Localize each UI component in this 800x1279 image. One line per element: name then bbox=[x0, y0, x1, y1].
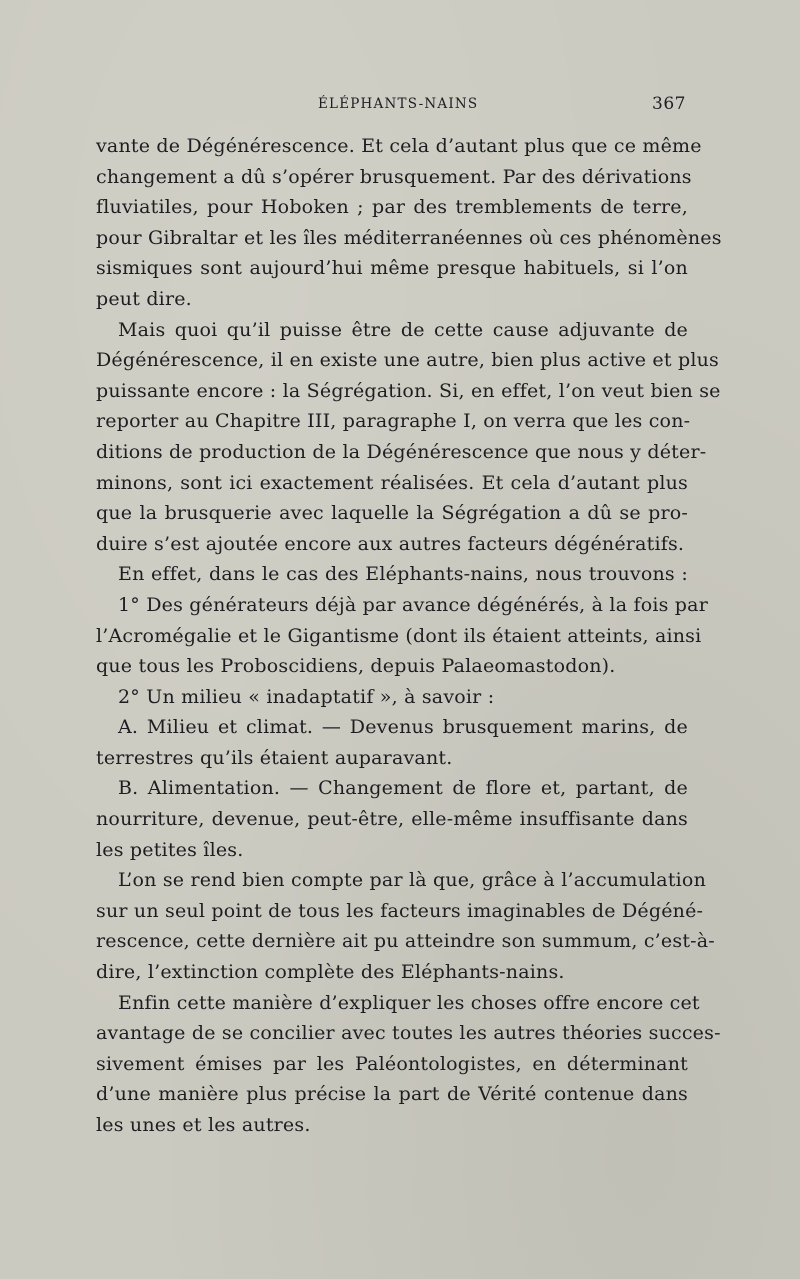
text-line: que tous les Proboscidiens, depuis Palaeomastodon). bbox=[96, 655, 616, 678]
text-line: pour Gibraltar et les îles méditerranéennes où ces phénomènes bbox=[96, 226, 722, 249]
text-line: puissante encore : la Ségrégation. Si, en effet, l’on veut bien se bbox=[96, 379, 721, 402]
text-line: peut dire. bbox=[96, 287, 192, 310]
text-line: 1° Des générateurs déjà par avance dégénérés, à la fois par bbox=[118, 593, 708, 616]
text-line: minons, sont ici exactement réalisées. Et cela d’autant plus bbox=[96, 471, 688, 494]
text-line: duire s’est ajoutée encore aux autres facteurs dégénératifs. bbox=[96, 532, 685, 555]
text-line: que la brusquerie avec laquelle la Ségrégation a dû se pro- bbox=[96, 502, 688, 525]
text-line: L’on se rend bien compte par là que, grâce à l’accumulation bbox=[118, 869, 707, 892]
text-line: sur un seul point de tous les facteurs imaginables de Dégéné- bbox=[96, 899, 704, 922]
text-line: d’une manière plus précise la part de Vérité contenue dans bbox=[96, 1083, 688, 1106]
text-line: les unes et les autres. bbox=[96, 1114, 311, 1136]
text-line: nourriture, devenue, peut-être, elle-même insuffisante dans bbox=[96, 808, 688, 831]
text-line: En effet, dans le cas des Eléphants-nains, nous trouvons : bbox=[118, 563, 688, 586]
text-line: B. Alimentation. — Changement de flore et, partant, de bbox=[118, 777, 688, 800]
running-head bbox=[96, 94, 686, 116]
text-line: 2° Un milieu « inadaptatif », à savoir : bbox=[118, 685, 495, 708]
text-line: dire, l’extinction complète des Eléphants-nains. bbox=[96, 961, 565, 984]
text-line: changement a dû s’opérer brusquement. Par des dérivations bbox=[96, 165, 692, 188]
text-line: l’Acromégalie et le Gigantisme (dont ils étaient atteints, ainsi bbox=[96, 624, 702, 647]
text-line: Enfin cette manière d’expliquer les choses offre encore cet bbox=[118, 991, 700, 1014]
text-line: sismiques sont aujourd’hui même presque habituels, si l’on bbox=[96, 257, 688, 280]
text-line: ditions de production de la Dégénérescence que nous y déter- bbox=[96, 440, 707, 463]
running-head-title: ÉLÉPHANTS-NAINS bbox=[318, 96, 479, 112]
text-line: les petites îles. bbox=[96, 838, 244, 861]
text-line: vante de Dégénérescence. Et cela d’autant plus que ce même bbox=[96, 135, 702, 157]
text-line: terrestres qu’ils étaient auparavant. bbox=[96, 746, 453, 769]
text-line: reporter au Chapitre III, paragraphe I, on verra que les con- bbox=[96, 410, 691, 433]
text-line: sivement émises par les Paléontologistes, en déterminant bbox=[96, 1052, 688, 1075]
text-line: avantage de se concilier avec toutes les autres théories succes- bbox=[96, 1022, 721, 1045]
text-line: A. Milieu et climat. — Devenus brusquement marins, de bbox=[118, 716, 688, 739]
text-line: Dégénérescence, il en existe une autre, bien plus active et plus bbox=[96, 349, 719, 372]
body-text bbox=[96, 131, 722, 1141]
text-line: Mais quoi qu’il puisse être de cette cause adjuvante de bbox=[118, 318, 688, 341]
page-number: 367 bbox=[652, 94, 686, 114]
text-line: rescence, cette dernière ait pu atteindre son summum, c’est-à- bbox=[96, 930, 715, 953]
text-line: fluviatiles, pour Hoboken ; par des tremblements de terre, bbox=[96, 196, 688, 219]
